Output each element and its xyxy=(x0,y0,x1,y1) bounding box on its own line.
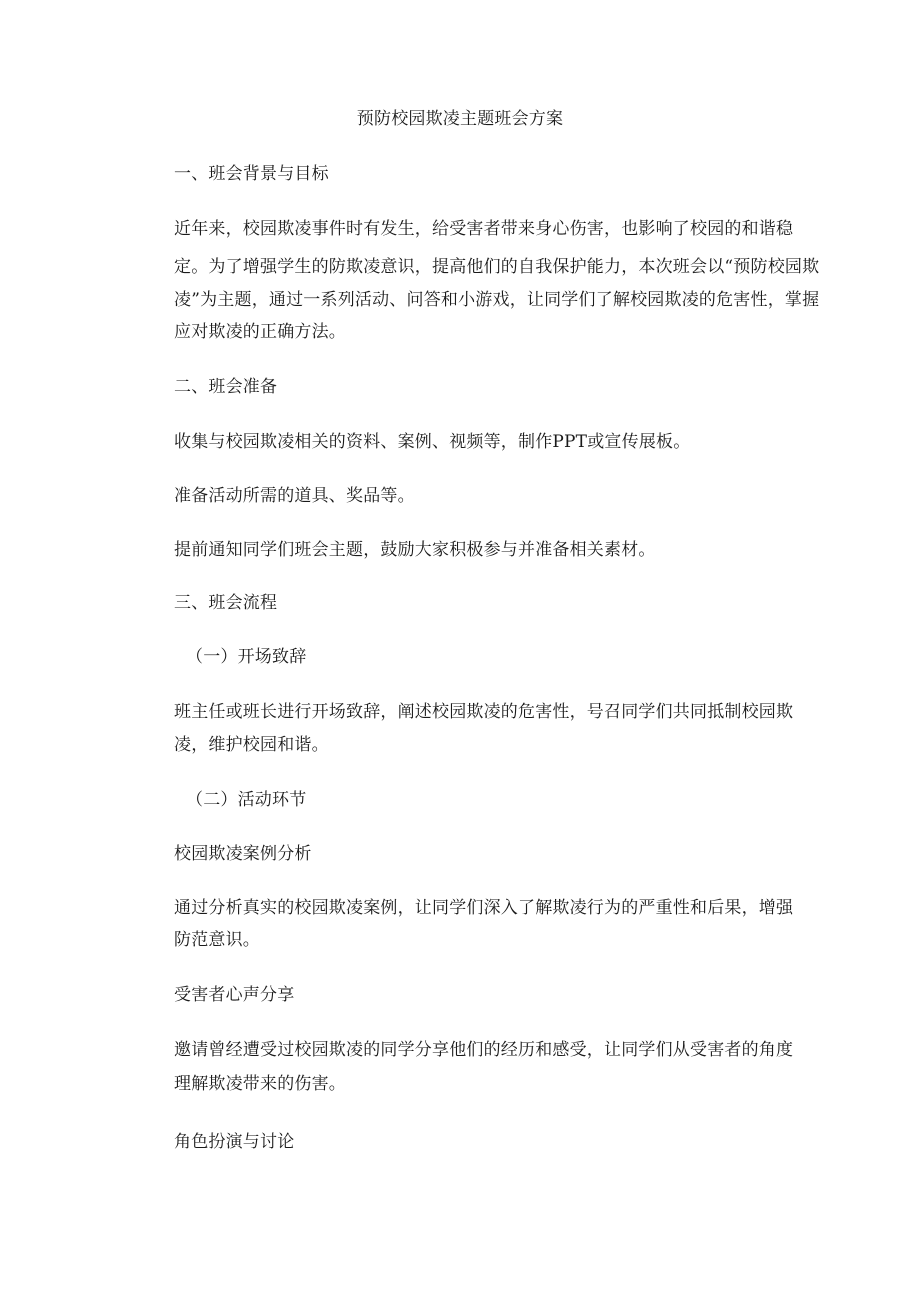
document-title: 预防校园欺凌主题班会方案 xyxy=(356,109,564,129)
paragraph-line: 防范意识。 xyxy=(174,930,260,950)
paragraph-line: 凌，维护校园和谐。 xyxy=(174,735,329,755)
section-heading-preparation: 二、班会准备 xyxy=(174,377,278,397)
paragraph-line: 应对欺凌的正确方法。 xyxy=(174,322,346,342)
paragraph-line: 定。为了增强学生的防欺凌意识，提高他们的自我保护能力，本次班会以“预防校园欺 xyxy=(174,257,820,277)
paragraph-line: 理解欺凌带来的伤害。 xyxy=(174,1074,346,1094)
section-heading-background: 一、班会背景与目标 xyxy=(174,164,329,184)
paragraph-line: 近年来，校园欺凌事件时有发生，给受害者带来身心伤害，也影响了校园的和谐稳 xyxy=(174,219,794,239)
paragraph-line: 班主任或班长进行开场致辞，阐述校园欺凌的危害性，号召同学们共同抵制校园欺 xyxy=(174,702,794,722)
section-heading-process: 三、班会流程 xyxy=(174,593,278,613)
paragraph-line: 邀请曾经遭受过校园欺凌的同学分享他们的经历和感受，让同学们从受害者的角度 xyxy=(174,1040,794,1060)
activity-title: 角色扮演与讨论 xyxy=(174,1132,295,1152)
paragraph-line: 通过分析真实的校园欺凌案例，让同学们深入了解欺凌行为的严重性和后果，增强 xyxy=(174,898,794,918)
subsection-heading-activities: （二）活动环节 xyxy=(186,790,307,810)
preparation-item: 收集与校园欺凌相关的资料、案例、视频等，制作PPT或宣传展板。 xyxy=(174,432,691,452)
activity-title: 受害者心声分享 xyxy=(174,985,295,1005)
preparation-item: 提前通知同学们班会主题，鼓励大家积极参与并准备相关素材。 xyxy=(174,540,656,560)
subsection-heading-opening: （一）开场致辞 xyxy=(186,647,307,667)
preparation-item: 准备活动所需的道具、奖品等。 xyxy=(174,486,415,506)
paragraph-line: 凌”为主题，通过一系列活动、问答和小游戏，让同学们了解校园欺凌的危害性，掌握 xyxy=(174,290,820,310)
activity-title: 校园欺凌案例分析 xyxy=(174,844,312,864)
